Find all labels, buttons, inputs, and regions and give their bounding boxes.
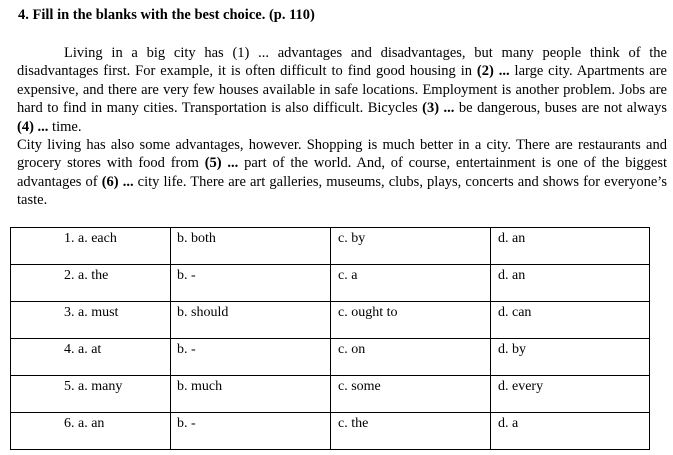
option-text: d. an [498, 231, 526, 246]
passage-segment: time. [48, 118, 82, 135]
option-cell [11, 413, 171, 450]
option-cell [331, 228, 491, 265]
option-cell [11, 302, 171, 339]
option-cell [11, 265, 171, 302]
passage-segment: city life. There are art galleries, museums, clubs, plays, concerts and shows for everyone’s taste. [17, 173, 667, 209]
option-text: b. - [177, 268, 196, 283]
table-row [11, 376, 650, 413]
reading-passage [17, 44, 667, 210]
blank-4: (4) ... [17, 118, 49, 135]
option-text: d. by [498, 342, 526, 357]
paragraph-1 [17, 44, 667, 136]
option-text: 2. a. the [64, 268, 109, 283]
option-text: d. can [498, 305, 532, 320]
option-cell [11, 376, 171, 413]
option-cell [491, 228, 650, 265]
option-text: c. the [338, 416, 369, 431]
answer-options-table [10, 227, 650, 450]
option-cell [171, 413, 331, 450]
option-cell [331, 376, 491, 413]
option-text: b. should [177, 305, 229, 320]
option-text: 1. a. each [64, 231, 117, 246]
option-text: c. by [338, 231, 366, 246]
option-text: 4. a. at [64, 342, 102, 357]
table-row [11, 228, 650, 265]
option-text: c. ought to [338, 305, 398, 320]
table-row [11, 413, 650, 450]
option-text: c. on [338, 342, 366, 357]
exercise-title: 4. Fill in the blanks with the best choice. (p. 110) [18, 7, 315, 23]
option-cell [171, 265, 331, 302]
option-text: b. both [177, 231, 216, 246]
option-text: c. a [338, 268, 358, 283]
option-text: d. a [498, 416, 519, 431]
option-text: 3. a. must [64, 305, 119, 320]
table-row [11, 302, 650, 339]
passage-segment: Living in a big city has (1) ... advantages and disadvantages, but many people think of the disadvantages first. For example, it is often difficult to find good housing in [17, 45, 667, 80]
option-text: b. much [177, 379, 223, 394]
passage-segment: large city. Apartments are expensive, and there are very few houses available in safe locations. Employment is another problem. Jobs are hard to find in many cities. Transportation is also difficult. Bicycles [17, 63, 667, 117]
table-row [11, 339, 650, 376]
blank-6: (6) ... [101, 173, 134, 190]
option-cell [171, 339, 331, 376]
option-text: b. - [177, 342, 196, 357]
option-cell [11, 228, 171, 265]
option-cell [491, 302, 650, 339]
option-text: c. some [338, 379, 381, 394]
blank-3: (3) ... [422, 100, 455, 117]
option-cell [171, 228, 331, 265]
option-text: 5. a. many [64, 379, 123, 394]
option-cell [331, 339, 491, 376]
table-row [11, 265, 650, 302]
option-text: 6. a. an [64, 416, 105, 431]
passage-segment: part of the world. And, of course, entertainment is one of the biggest advantages of [17, 155, 667, 190]
option-cell [331, 302, 491, 339]
option-cell [491, 376, 650, 413]
option-text: b. - [177, 416, 196, 431]
option-cell [331, 413, 491, 450]
option-text: d. an [498, 268, 526, 283]
option-cell [331, 265, 491, 302]
option-cell [171, 376, 331, 413]
passage-segment: City living has also some advantages, however. Shopping is much better in a city. There are restaurants and grocery stores with food from [17, 137, 667, 172]
passage-segment: be dangerous, buses are not always [454, 100, 667, 117]
option-cell [491, 413, 650, 450]
option-text: d. every [498, 379, 544, 394]
paragraph-2 [17, 136, 667, 210]
blank-2: (2) ... [476, 63, 510, 80]
blank-5: (5) ... [204, 155, 239, 172]
option-cell [11, 339, 171, 376]
option-cell [171, 302, 331, 339]
option-cell [491, 265, 650, 302]
option-cell [491, 339, 650, 376]
